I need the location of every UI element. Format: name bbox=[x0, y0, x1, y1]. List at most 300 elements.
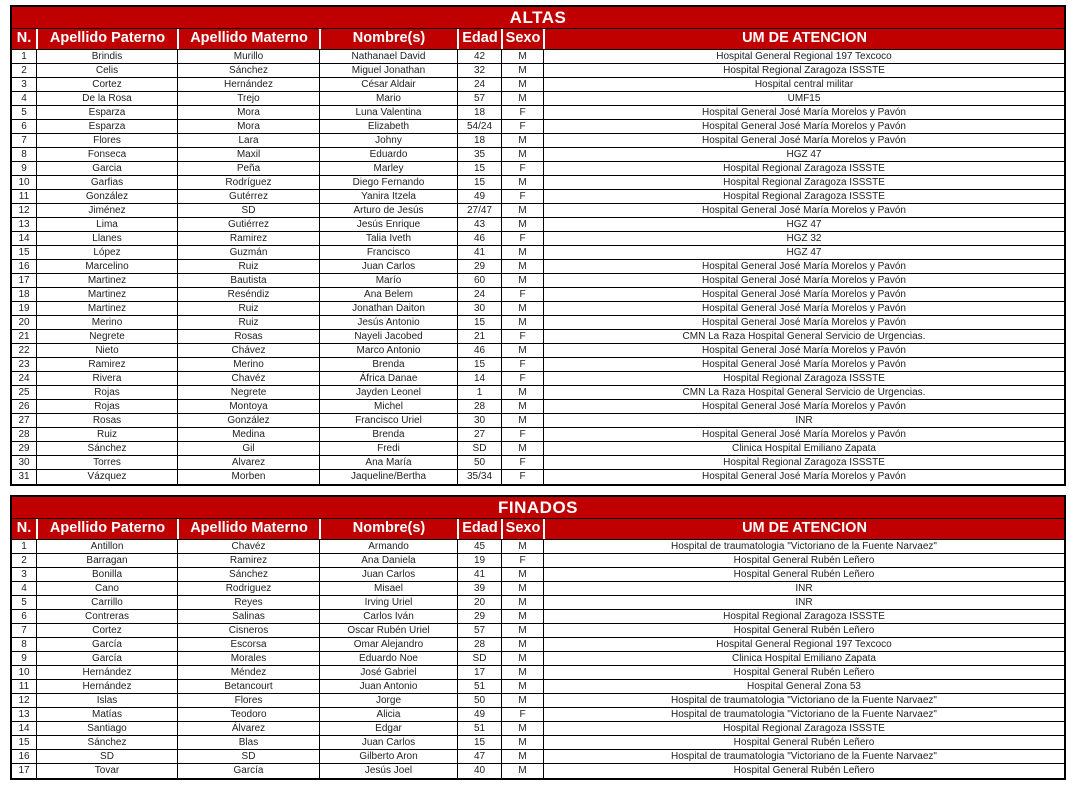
cell-um-de-atencion: HGZ 47 bbox=[543, 148, 1064, 161]
cell-apellido-materno: Reyes bbox=[177, 596, 319, 609]
cell-um-de-atencion: Hospital General José María Morelos y Pavón bbox=[543, 274, 1064, 287]
cell-edad: 51 bbox=[457, 722, 501, 735]
cell-n: 14 bbox=[18, 723, 30, 734]
table-row bbox=[12, 246, 1064, 260]
cell-apellido-paterno: De la Rosa bbox=[36, 92, 177, 105]
cell-apellido-materno: Morben bbox=[177, 470, 319, 484]
cell-n: 15 bbox=[18, 247, 30, 258]
cell-sexo: F bbox=[501, 120, 543, 133]
cell-sexo: M bbox=[501, 680, 543, 693]
cell-apellido-materno: García bbox=[177, 764, 319, 778]
cell-nombres: Fredi bbox=[319, 442, 457, 455]
cell-sexo: F bbox=[501, 358, 543, 371]
cell-n: 5 bbox=[21, 597, 27, 608]
table-row bbox=[12, 148, 1064, 162]
column-header-nombres: Nombre(s) bbox=[319, 519, 457, 539]
cell-sexo: M bbox=[501, 386, 543, 399]
cell-apellido-materno: Méndez bbox=[177, 666, 319, 679]
altas-table-body bbox=[12, 50, 1064, 484]
cell-apellido-paterno: Martinez bbox=[36, 274, 177, 287]
cell-sexo: M bbox=[501, 610, 543, 623]
cell-um-de-atencion: Hospital Regional Zaragoza ISSSTE bbox=[543, 64, 1064, 77]
cell-n: 28 bbox=[18, 429, 30, 440]
cell-um-de-atencion: Hospital General José María Morelos y Pavón bbox=[543, 358, 1064, 371]
cell-um-de-atencion: Hospital General José María Morelos y Pavón bbox=[543, 316, 1064, 329]
cell-apellido-paterno: Jiménez bbox=[36, 204, 177, 217]
cell-nombres: Omar Alejandro bbox=[319, 638, 457, 651]
column-header-apellido-materno: Apellido Materno bbox=[177, 29, 319, 49]
cell-n: 7 bbox=[21, 625, 27, 636]
column-header-sexo: Sexo bbox=[501, 519, 543, 539]
cell-nombres: Brenda bbox=[319, 428, 457, 441]
cell-edad: SD bbox=[457, 442, 501, 455]
cell-n: 2 bbox=[21, 555, 27, 566]
cell-sexo: M bbox=[501, 344, 543, 357]
cell-apellido-paterno: Hernández bbox=[36, 680, 177, 693]
cell-edad: 60 bbox=[457, 274, 501, 287]
table-row bbox=[12, 652, 1064, 666]
cell-apellido-materno: Mora bbox=[177, 106, 319, 119]
cell-sexo: M bbox=[501, 204, 543, 217]
cell-apellido-paterno: Flores bbox=[36, 134, 177, 147]
cell-nombres: Jesús Enrique bbox=[319, 218, 457, 231]
cell-n: 16 bbox=[18, 751, 30, 762]
cell-apellido-materno: Montoya bbox=[177, 400, 319, 413]
cell-sexo: M bbox=[501, 134, 543, 147]
cell-edad: 1 bbox=[457, 386, 501, 399]
cell-apellido-materno: Escorsa bbox=[177, 638, 319, 651]
cell-edad: 32 bbox=[457, 64, 501, 77]
cell-apellido-materno: Sánchez bbox=[177, 64, 319, 77]
cell-edad: 18 bbox=[457, 134, 501, 147]
cell-nombres: Elizabeth bbox=[319, 120, 457, 133]
cell-n: 10 bbox=[18, 177, 30, 188]
cell-apellido-materno: Ruiz bbox=[177, 316, 319, 329]
cell-um-de-atencion: CMN La Raza Hospital General Servicio de Urgencias. bbox=[543, 386, 1064, 399]
cell-nombres: Ana Belem bbox=[319, 288, 457, 301]
cell-n: 17 bbox=[18, 275, 30, 286]
table-row bbox=[12, 764, 1064, 778]
cell-nombres: Juan Carlos bbox=[319, 736, 457, 749]
cell-n: 24 bbox=[18, 373, 30, 384]
cell-um-de-atencion: HGZ 32 bbox=[543, 232, 1064, 245]
cell-edad: SD bbox=[457, 652, 501, 665]
column-header-apellido-paterno: Apellido Paterno bbox=[36, 29, 177, 49]
cell-sexo: M bbox=[501, 400, 543, 413]
cell-sexo: M bbox=[501, 540, 543, 553]
cell-nombres: César Aldair bbox=[319, 78, 457, 91]
cell-sexo: M bbox=[501, 638, 543, 651]
finados-table-body bbox=[12, 540, 1064, 778]
cell-n: 7 bbox=[21, 135, 27, 146]
cell-nombres: Francisco bbox=[319, 246, 457, 259]
cell-apellido-paterno: González bbox=[36, 190, 177, 203]
cell-apellido-materno: Rodríguez bbox=[177, 176, 319, 189]
cell-apellido-materno: Cisneros bbox=[177, 624, 319, 637]
cell-n: 4 bbox=[21, 93, 27, 104]
cell-um-de-atencion: Hospital General Rubén Leñero bbox=[543, 624, 1064, 637]
cell-sexo: M bbox=[501, 50, 543, 63]
cell-n: 3 bbox=[21, 79, 27, 90]
table-row bbox=[12, 568, 1064, 582]
cell-nombres: Jesús Joel bbox=[319, 764, 457, 778]
cell-nombres: África Danae bbox=[319, 372, 457, 385]
cell-nombres: Gilberto Aron bbox=[319, 750, 457, 763]
cell-edad: 49 bbox=[457, 190, 501, 203]
cell-apellido-materno: Gil bbox=[177, 442, 319, 455]
cell-apellido-materno: Bautista bbox=[177, 274, 319, 287]
column-header-um-de-atencion: UM DE ATENCION bbox=[543, 29, 1064, 49]
cell-apellido-paterno: Nieto bbox=[36, 344, 177, 357]
cell-nombres: Jaqueline/Bertha bbox=[319, 470, 457, 484]
cell-nombres: Jorge bbox=[319, 694, 457, 707]
cell-nombres: Diego Fernando bbox=[319, 176, 457, 189]
cell-apellido-materno: Mora bbox=[177, 120, 319, 133]
altas-table-title: ALTAS bbox=[12, 7, 1064, 29]
table-row bbox=[12, 50, 1064, 64]
cell-apellido-materno: Teodoro bbox=[177, 708, 319, 721]
cell-edad: 27/47 bbox=[457, 204, 501, 217]
cell-n: 11 bbox=[18, 191, 30, 202]
cell-edad: 18 bbox=[457, 106, 501, 119]
cell-edad: 54/24 bbox=[457, 120, 501, 133]
cell-apellido-paterno: Antillon bbox=[36, 540, 177, 553]
column-header-sexo: Sexo bbox=[501, 29, 543, 49]
cell-um-de-atencion: Hospital General Regional 197 Texcoco bbox=[543, 638, 1064, 651]
table-row bbox=[12, 610, 1064, 624]
cell-sexo: F bbox=[501, 470, 543, 484]
cell-n: 13 bbox=[18, 219, 30, 230]
cell-apellido-materno: SD bbox=[177, 204, 319, 217]
table-row bbox=[12, 190, 1064, 204]
cell-apellido-paterno: Bonilla bbox=[36, 568, 177, 581]
cell-apellido-paterno: López bbox=[36, 246, 177, 259]
table-row bbox=[12, 624, 1064, 638]
column-header-edad: Edad bbox=[457, 519, 501, 539]
table-row bbox=[12, 708, 1064, 722]
cell-edad: 24 bbox=[457, 288, 501, 301]
table-row bbox=[12, 666, 1064, 680]
cell-edad: 17 bbox=[457, 666, 501, 679]
cell-apellido-paterno: Fonseca bbox=[36, 148, 177, 161]
cell-um-de-atencion: Hospital de traumatologia "Victoriano de la Fuente Narvaez" bbox=[543, 708, 1064, 721]
finados-header-row bbox=[12, 519, 1064, 540]
cell-edad: 15 bbox=[457, 736, 501, 749]
cell-edad: 40 bbox=[457, 764, 501, 778]
cell-edad: 28 bbox=[457, 638, 501, 651]
cell-apellido-paterno: Lima bbox=[36, 218, 177, 231]
cell-sexo: M bbox=[501, 246, 543, 259]
column-header-um-de-atencion: UM DE ATENCION bbox=[543, 519, 1064, 539]
table-row bbox=[12, 554, 1064, 568]
cell-edad: 15 bbox=[457, 358, 501, 371]
table-row bbox=[12, 120, 1064, 134]
cell-n: 31 bbox=[18, 471, 30, 482]
cell-um-de-atencion: Hospital General Rubén Leñero bbox=[543, 736, 1064, 749]
column-header-n: N. bbox=[16, 520, 32, 536]
cell-apellido-paterno: Esparza bbox=[36, 106, 177, 119]
cell-sexo: M bbox=[501, 736, 543, 749]
table-row bbox=[12, 694, 1064, 708]
cell-um-de-atencion: Hospital central militar bbox=[543, 78, 1064, 91]
cell-apellido-paterno: Brindis bbox=[36, 50, 177, 63]
table-row bbox=[12, 736, 1064, 750]
cell-um-de-atencion: Hospital Regional Zaragoza ISSSTE bbox=[543, 162, 1064, 175]
cell-n: 1 bbox=[21, 541, 27, 552]
table-row bbox=[12, 456, 1064, 470]
cell-sexo: M bbox=[501, 302, 543, 315]
cell-sexo: M bbox=[501, 442, 543, 455]
cell-um-de-atencion: Hospital General Rubén Leñero bbox=[543, 568, 1064, 581]
cell-apellido-materno: Alvarez bbox=[177, 456, 319, 469]
cell-nombres: Marío bbox=[319, 274, 457, 287]
cell-apellido-paterno: Rojas bbox=[36, 400, 177, 413]
cell-nombres: Edgar bbox=[319, 722, 457, 735]
cell-nombres: Ana María bbox=[319, 456, 457, 469]
cell-apellido-paterno: Marcelino bbox=[36, 260, 177, 273]
cell-um-de-atencion: Hospital Regional Zaragoza ISSSTE bbox=[543, 372, 1064, 385]
table-row bbox=[12, 540, 1064, 554]
cell-sexo: F bbox=[501, 288, 543, 301]
cell-edad: 57 bbox=[457, 624, 501, 637]
cell-nombres: Brenda bbox=[319, 358, 457, 371]
cell-nombres: Jayden Leonel bbox=[319, 386, 457, 399]
altas-header-row bbox=[12, 29, 1064, 50]
cell-sexo: M bbox=[501, 414, 543, 427]
cell-nombres: Nayeli Jacobed bbox=[319, 330, 457, 343]
cell-edad: 27 bbox=[457, 428, 501, 441]
table-row bbox=[12, 274, 1064, 288]
cell-apellido-paterno: Merino bbox=[36, 316, 177, 329]
cell-n: 1 bbox=[21, 51, 27, 62]
cell-n: 8 bbox=[21, 639, 27, 650]
cell-um-de-atencion: Hospital General José María Morelos y Pavón bbox=[543, 428, 1064, 441]
cell-apellido-materno: Chavéz bbox=[177, 540, 319, 553]
cell-edad: 14 bbox=[457, 372, 501, 385]
cell-sexo: M bbox=[501, 750, 543, 763]
cell-apellido-materno: Murillo bbox=[177, 50, 319, 63]
cell-edad: 46 bbox=[457, 232, 501, 245]
cell-apellido-materno: Gutiérrez bbox=[177, 218, 319, 231]
cell-nombres: Carlos Iván bbox=[319, 610, 457, 623]
cell-apellido-materno: Lara bbox=[177, 134, 319, 147]
cell-n: 6 bbox=[21, 611, 27, 622]
table-row bbox=[12, 680, 1064, 694]
cell-apellido-paterno: García bbox=[36, 638, 177, 651]
cell-apellido-paterno: Ruiz bbox=[36, 428, 177, 441]
cell-nombres: Irving Uriel bbox=[319, 596, 457, 609]
cell-n: 29 bbox=[18, 443, 30, 454]
cell-edad: 39 bbox=[457, 582, 501, 595]
cell-n: 25 bbox=[18, 387, 30, 398]
table-row bbox=[12, 750, 1064, 764]
table-row bbox=[12, 316, 1064, 330]
cell-edad: 19 bbox=[457, 554, 501, 567]
cell-nombres: Misael bbox=[319, 582, 457, 595]
cell-sexo: F bbox=[501, 708, 543, 721]
cell-apellido-materno: Chavéz bbox=[177, 372, 319, 385]
cell-apellido-paterno: Ramirez bbox=[36, 358, 177, 371]
table-row bbox=[12, 204, 1064, 218]
cell-apellido-materno: Ruiz bbox=[177, 260, 319, 273]
table-row bbox=[12, 64, 1064, 78]
table-row bbox=[12, 344, 1064, 358]
cell-um-de-atencion: Hospital General José María Morelos y Pavón bbox=[543, 288, 1064, 301]
cell-sexo: M bbox=[501, 92, 543, 105]
cell-um-de-atencion: INR bbox=[543, 414, 1064, 427]
cell-apellido-materno: Morales bbox=[177, 652, 319, 665]
cell-edad: 45 bbox=[457, 540, 501, 553]
cell-n: 26 bbox=[18, 401, 30, 412]
cell-um-de-atencion: INR bbox=[543, 582, 1064, 595]
cell-nombres: Mario bbox=[319, 92, 457, 105]
cell-edad: 42 bbox=[457, 50, 501, 63]
cell-um-de-atencion: HGZ 47 bbox=[543, 218, 1064, 231]
table-row bbox=[12, 582, 1064, 596]
cell-edad: 30 bbox=[457, 302, 501, 315]
cell-n: 2 bbox=[21, 65, 27, 76]
cell-edad: 35/34 bbox=[457, 470, 501, 484]
cell-apellido-materno: Sánchez bbox=[177, 568, 319, 581]
cell-apellido-paterno: Negrete bbox=[36, 330, 177, 343]
cell-apellido-materno: Peña bbox=[177, 162, 319, 175]
table-row bbox=[12, 414, 1064, 428]
cell-n: 9 bbox=[21, 163, 27, 174]
cell-apellido-paterno: Carrillo bbox=[36, 596, 177, 609]
cell-edad: 49 bbox=[457, 708, 501, 721]
cell-apellido-paterno: Sánchez bbox=[36, 736, 177, 749]
cell-n: 13 bbox=[18, 709, 30, 720]
cell-sexo: M bbox=[501, 764, 543, 778]
cell-apellido-paterno: Rivera bbox=[36, 372, 177, 385]
cell-apellido-paterno: Vázquez bbox=[36, 470, 177, 484]
cell-nombres: José Gabriel bbox=[319, 666, 457, 679]
cell-um-de-atencion: Hospital General Rubén Leñero bbox=[543, 666, 1064, 679]
cell-um-de-atencion: Hospital General Rubén Leñero bbox=[543, 554, 1064, 567]
cell-apellido-paterno: Garfias bbox=[36, 176, 177, 189]
table-row bbox=[12, 470, 1064, 484]
cell-apellido-paterno: Llanes bbox=[36, 232, 177, 245]
table-row bbox=[12, 92, 1064, 106]
cell-edad: 15 bbox=[457, 162, 501, 175]
cell-edad: 29 bbox=[457, 610, 501, 623]
cell-n: 19 bbox=[18, 303, 30, 314]
cell-n: 30 bbox=[18, 457, 30, 468]
cell-apellido-materno: Maxil bbox=[177, 148, 319, 161]
cell-edad: 20 bbox=[457, 596, 501, 609]
cell-edad: 57 bbox=[457, 92, 501, 105]
cell-apellido-materno: Hernández bbox=[177, 78, 319, 91]
cell-n: 27 bbox=[18, 415, 30, 426]
column-header-apellido-paterno: Apellido Paterno bbox=[36, 519, 177, 539]
cell-edad: 50 bbox=[457, 694, 501, 707]
cell-n: 8 bbox=[21, 149, 27, 160]
cell-um-de-atencion: Hospital Regional Zaragoza ISSSTE bbox=[543, 190, 1064, 203]
cell-um-de-atencion: Hospital de traumatologia "Victoriano de la Fuente Narvaez" bbox=[543, 694, 1064, 707]
cell-um-de-atencion: Clinica Hospital Emiliano Zapata bbox=[543, 442, 1064, 455]
cell-edad: 50 bbox=[457, 456, 501, 469]
table-row bbox=[12, 596, 1064, 610]
cell-edad: 46 bbox=[457, 344, 501, 357]
cell-um-de-atencion: Hospital General José María Morelos y Pavón bbox=[543, 344, 1064, 357]
cell-n: 12 bbox=[18, 695, 30, 706]
cell-n: 22 bbox=[18, 345, 30, 356]
cell-apellido-materno: Ramirez bbox=[177, 232, 319, 245]
cell-sexo: M bbox=[501, 176, 543, 189]
cell-um-de-atencion: Hospital Regional Zaragoza ISSSTE bbox=[543, 456, 1064, 469]
cell-apellido-materno: Rosas bbox=[177, 330, 319, 343]
table-row bbox=[12, 722, 1064, 736]
column-header-apellido-materno: Apellido Materno bbox=[177, 519, 319, 539]
altas-table bbox=[10, 5, 1066, 486]
cell-um-de-atencion: Hospital General Zona 53 bbox=[543, 680, 1064, 693]
cell-um-de-atencion: Hospital General Regional 197 Texcoco bbox=[543, 50, 1064, 63]
cell-edad: 43 bbox=[457, 218, 501, 231]
cell-um-de-atencion: Hospital General José María Morelos y Pavón bbox=[543, 302, 1064, 315]
cell-sexo: M bbox=[501, 694, 543, 707]
cell-um-de-atencion: Hospital General José María Morelos y Pavón bbox=[543, 120, 1064, 133]
cell-sexo: M bbox=[501, 316, 543, 329]
cell-sexo: M bbox=[501, 624, 543, 637]
cell-apellido-paterno: García bbox=[36, 652, 177, 665]
cell-nombres: Eduardo bbox=[319, 148, 457, 161]
cell-apellido-paterno: Rosas bbox=[36, 414, 177, 427]
cell-n: 21 bbox=[18, 331, 30, 342]
cell-apellido-paterno: Santiago bbox=[36, 722, 177, 735]
cell-apellido-materno: Salinas bbox=[177, 610, 319, 623]
cell-nombres: Eduardo Noe bbox=[319, 652, 457, 665]
cell-apellido-paterno: Celis bbox=[36, 64, 177, 77]
cell-n: 16 bbox=[18, 261, 30, 272]
cell-um-de-atencion: Hospital General José María Morelos y Pavón bbox=[543, 260, 1064, 273]
cell-apellido-paterno: Martinez bbox=[36, 288, 177, 301]
cell-apellido-materno: González bbox=[177, 414, 319, 427]
cell-sexo: F bbox=[501, 232, 543, 245]
cell-n: 17 bbox=[18, 765, 30, 776]
cell-nombres: Jonathan Daiton bbox=[319, 302, 457, 315]
cell-apellido-materno: Guzmán bbox=[177, 246, 319, 259]
cell-n: 9 bbox=[21, 653, 27, 664]
cell-apellido-paterno: Barragan bbox=[36, 554, 177, 567]
cell-sexo: M bbox=[501, 148, 543, 161]
cell-apellido-materno: Álvarez bbox=[177, 722, 319, 735]
cell-sexo: M bbox=[501, 78, 543, 91]
table-row bbox=[12, 218, 1064, 232]
cell-um-de-atencion: Hospital General José María Morelos y Pavón bbox=[543, 106, 1064, 119]
table-row bbox=[12, 176, 1064, 190]
table-row bbox=[12, 134, 1064, 148]
cell-um-de-atencion: UMF15 bbox=[543, 92, 1064, 105]
cell-apellido-materno: Blas bbox=[177, 736, 319, 749]
cell-nombres: Ana Daniela bbox=[319, 554, 457, 567]
cell-sexo: M bbox=[501, 652, 543, 665]
table-row bbox=[12, 330, 1064, 344]
cell-n: 14 bbox=[18, 233, 30, 244]
cell-edad: 29 bbox=[457, 260, 501, 273]
cell-apellido-materno: Trejo bbox=[177, 92, 319, 105]
cell-apellido-paterno: Garcia bbox=[36, 162, 177, 175]
table-row bbox=[12, 232, 1064, 246]
cell-apellido-materno: Medina bbox=[177, 428, 319, 441]
cell-um-de-atencion: Hospital Regional Zaragoza ISSSTE bbox=[543, 722, 1064, 735]
cell-apellido-materno: SD bbox=[177, 750, 319, 763]
table-row bbox=[12, 302, 1064, 316]
cell-apellido-materno: Rodriguez bbox=[177, 582, 319, 595]
cell-apellido-paterno: Rojas bbox=[36, 386, 177, 399]
cell-n: 23 bbox=[18, 359, 30, 370]
cell-apellido-paterno: Matías bbox=[36, 708, 177, 721]
table-row bbox=[12, 386, 1064, 400]
